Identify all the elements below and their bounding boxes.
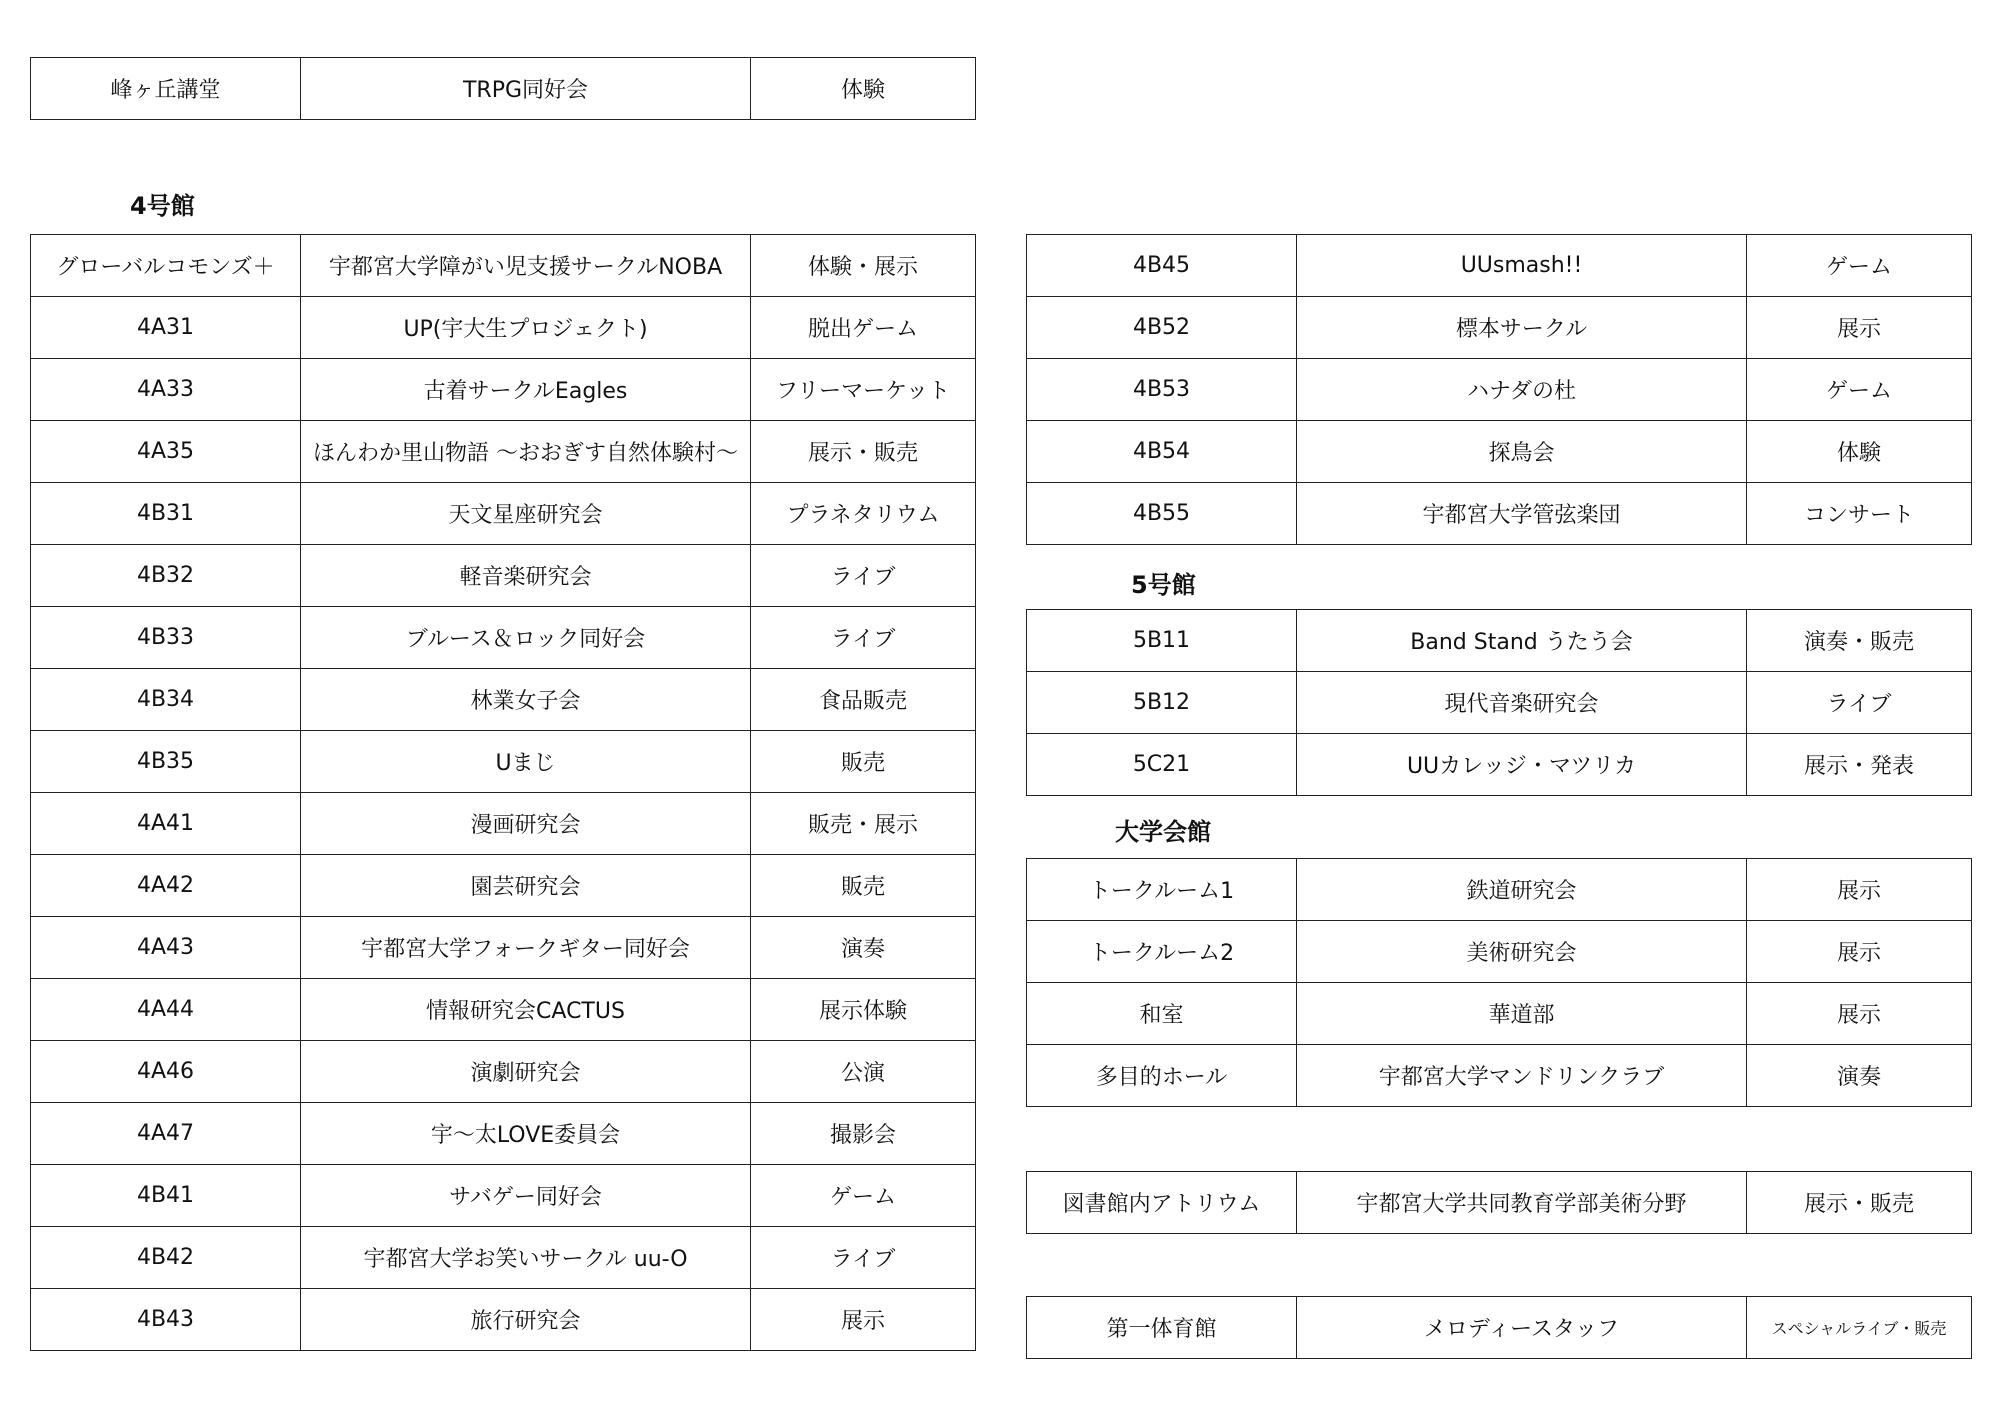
location-cell: トークルーム2: [1027, 921, 1297, 983]
table-row: [1027, 1045, 1972, 1107]
type-cell: 食品販売: [751, 669, 976, 731]
table-row: [1027, 921, 1972, 983]
bldg5-table: [1026, 609, 1972, 796]
section-heading-bldg4: 4号館: [130, 192, 195, 220]
location-cell: 4B54: [1027, 421, 1297, 483]
table-row: [1027, 1297, 1972, 1359]
group-cell: 旅行研究会: [301, 1289, 751, 1351]
location-cell: 4B42: [31, 1227, 301, 1289]
group-cell: 美術研究会: [1297, 921, 1747, 983]
group-cell: 探鳥会: [1297, 421, 1747, 483]
location-cell: 5B12: [1027, 672, 1297, 734]
table-row: [1027, 421, 1972, 483]
group-cell: 演劇研究会: [301, 1041, 751, 1103]
group-cell: 情報研究会CACTUS: [301, 979, 751, 1041]
bldg4-right-table: [1026, 234, 1972, 545]
type-cell: 脱出ゲーム: [751, 297, 976, 359]
location-cell: 多目的ホール: [1027, 1045, 1297, 1107]
table-row: [31, 1041, 976, 1103]
table-row: [31, 979, 976, 1041]
group-cell: 宇都宮大学マンドリンクラブ: [1297, 1045, 1747, 1107]
type-cell: スペシャルライブ・販売: [1747, 1297, 1972, 1359]
location-cell: 4A41: [31, 793, 301, 855]
location-cell: 4B53: [1027, 359, 1297, 421]
type-cell: ライブ: [751, 545, 976, 607]
type-cell: 演奏・販売: [1747, 610, 1972, 672]
section-heading-bldg5: 5号館: [1131, 571, 1196, 599]
group-cell: 宇～太LOVE委員会: [301, 1103, 751, 1165]
hall-table: [1026, 858, 1972, 1107]
table-row: [31, 297, 976, 359]
group-cell: 華道部: [1297, 983, 1747, 1045]
location-cell: 峰ヶ丘講堂: [31, 58, 301, 120]
table-row: [1027, 859, 1972, 921]
type-cell: ゲーム: [751, 1165, 976, 1227]
type-cell: 体験・展示: [751, 235, 976, 297]
location-cell: グローバルコモンズ＋: [31, 235, 301, 297]
table-row: [1027, 483, 1972, 545]
type-cell: 展示・販売: [751, 421, 976, 483]
location-cell: 4A31: [31, 297, 301, 359]
table-row: [1027, 610, 1972, 672]
table-row: [1027, 235, 1972, 297]
type-cell: ライブ: [1747, 672, 1972, 734]
type-cell: プラネタリウム: [751, 483, 976, 545]
type-cell: 撮影会: [751, 1103, 976, 1165]
location-cell: トークルーム1: [1027, 859, 1297, 921]
location-cell: 4B32: [31, 545, 301, 607]
type-cell: フリーマーケット: [751, 359, 976, 421]
table-row: [31, 855, 976, 917]
group-cell: 漫画研究会: [301, 793, 751, 855]
location-cell: 4A44: [31, 979, 301, 1041]
location-cell: 4A33: [31, 359, 301, 421]
location-cell: 5B11: [1027, 610, 1297, 672]
group-cell: 宇都宮大学管弦楽団: [1297, 483, 1747, 545]
location-cell: 4A43: [31, 917, 301, 979]
table-row: [31, 1289, 976, 1351]
type-cell: 演奏: [751, 917, 976, 979]
top-table: [30, 57, 976, 120]
type-cell: 展示・販売: [1747, 1172, 1972, 1234]
location-cell: 4A42: [31, 855, 301, 917]
table-row: [31, 58, 976, 120]
table-row: [1027, 734, 1972, 796]
table-row: [1027, 672, 1972, 734]
table-row: [31, 421, 976, 483]
group-cell: Band Stand うたう会: [1297, 610, 1747, 672]
table-row: [31, 731, 976, 793]
gym-table: [1026, 1296, 1972, 1359]
type-cell: 展示: [1747, 983, 1972, 1045]
type-cell: 販売: [751, 731, 976, 793]
group-cell: 林業女子会: [301, 669, 751, 731]
section-heading-hall: 大学会館: [1115, 818, 1211, 846]
table-row: [31, 607, 976, 669]
group-cell: UP(宇大生プロジェクト): [301, 297, 751, 359]
group-cell: 園芸研究会: [301, 855, 751, 917]
type-cell: 公演: [751, 1041, 976, 1103]
group-cell: 宇都宮大学共同教育学部美術分野: [1297, 1172, 1747, 1234]
type-cell: 体験: [751, 58, 976, 120]
location-cell: 4A47: [31, 1103, 301, 1165]
table-row: [31, 669, 976, 731]
table-row: [1027, 983, 1972, 1045]
location-cell: 和室: [1027, 983, 1297, 1045]
group-cell: 標本サークル: [1297, 297, 1747, 359]
type-cell: ゲーム: [1747, 235, 1972, 297]
type-cell: 展示体験: [751, 979, 976, 1041]
location-cell: 図書館内アトリウム: [1027, 1172, 1297, 1234]
group-cell: 軽音楽研究会: [301, 545, 751, 607]
group-cell: Uまじ: [301, 731, 751, 793]
group-cell: UUsmash!!: [1297, 235, 1747, 297]
location-cell: 4B55: [1027, 483, 1297, 545]
type-cell: 展示・発表: [1747, 734, 1972, 796]
location-cell: 4B34: [31, 669, 301, 731]
type-cell: 販売: [751, 855, 976, 917]
location-cell: 4B43: [31, 1289, 301, 1351]
bldg4-left-table: [30, 234, 976, 1351]
group-cell: 天文星座研究会: [301, 483, 751, 545]
table-row: [1027, 1172, 1972, 1234]
group-cell: 宇都宮大学フォークギター同好会: [301, 917, 751, 979]
table-row: [31, 1227, 976, 1289]
group-cell: 現代音楽研究会: [1297, 672, 1747, 734]
table-row: [31, 793, 976, 855]
table-row: [31, 1103, 976, 1165]
table-row: [31, 917, 976, 979]
table-row: [31, 1165, 976, 1227]
group-cell: UUカレッジ・マツリカ: [1297, 734, 1747, 796]
table-row: [31, 483, 976, 545]
location-cell: 5C21: [1027, 734, 1297, 796]
location-cell: 4B52: [1027, 297, 1297, 359]
group-cell: メロディースタッフ: [1297, 1297, 1747, 1359]
group-cell: ハナダの杜: [1297, 359, 1747, 421]
group-cell: TRPG同好会: [301, 58, 751, 120]
type-cell: ライブ: [751, 1227, 976, 1289]
type-cell: 体験: [1747, 421, 1972, 483]
group-cell: 宇都宮大学障がい児支援サークルNOBA: [301, 235, 751, 297]
type-cell: 展示: [751, 1289, 976, 1351]
location-cell: 第一体育館: [1027, 1297, 1297, 1359]
location-cell: 4B31: [31, 483, 301, 545]
type-cell: ライブ: [751, 607, 976, 669]
type-cell: 演奏: [1747, 1045, 1972, 1107]
table-row: [31, 235, 976, 297]
location-cell: 4B35: [31, 731, 301, 793]
type-cell: 販売・展示: [751, 793, 976, 855]
group-cell: ブルース＆ロック同好会: [301, 607, 751, 669]
location-cell: 4B45: [1027, 235, 1297, 297]
group-cell: 宇都宮大学お笑いサークル uu-O: [301, 1227, 751, 1289]
table-row: [31, 359, 976, 421]
type-cell: 展示: [1747, 859, 1972, 921]
table-row: [1027, 359, 1972, 421]
location-cell: 4B41: [31, 1165, 301, 1227]
table-row: [1027, 297, 1972, 359]
type-cell: ゲーム: [1747, 359, 1972, 421]
group-cell: 古着サークルEagles: [301, 359, 751, 421]
type-cell: コンサート: [1747, 483, 1972, 545]
group-cell: サバゲー同好会: [301, 1165, 751, 1227]
group-cell: 鉄道研究会: [1297, 859, 1747, 921]
table-row: [31, 545, 976, 607]
location-cell: 4B33: [31, 607, 301, 669]
group-cell: ほんわか里山物語 ～おおぎす自然体験村～: [301, 421, 751, 483]
location-cell: 4A35: [31, 421, 301, 483]
type-cell: 展示: [1747, 921, 1972, 983]
library-table: [1026, 1171, 1972, 1234]
type-cell: 展示: [1747, 297, 1972, 359]
location-cell: 4A46: [31, 1041, 301, 1103]
